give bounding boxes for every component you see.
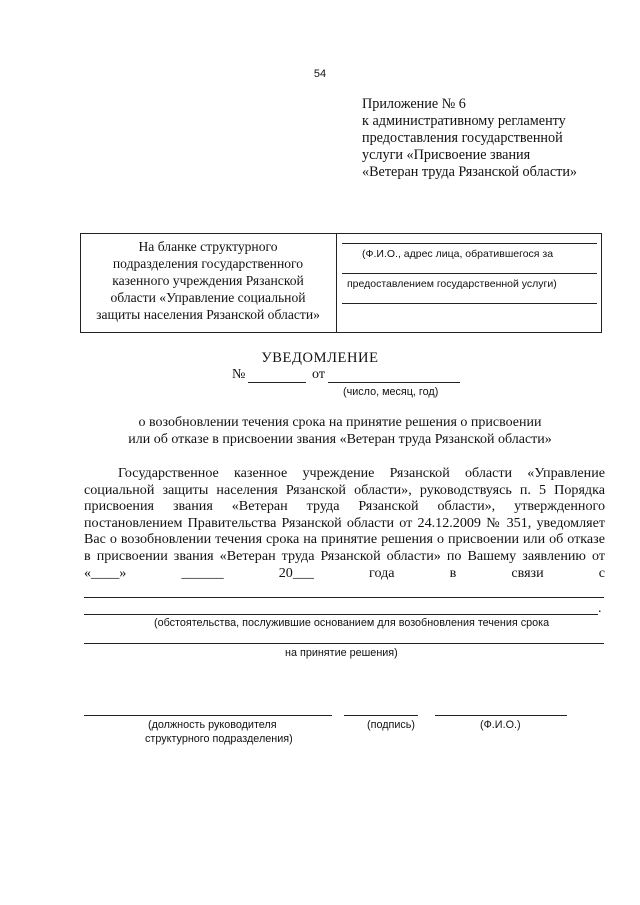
signature-hint: (подпись) [367, 719, 416, 731]
appendix-line: «Ветеран труда Рязанской области» [362, 164, 578, 180]
number-label: № [232, 367, 246, 382]
recipient-hint-2: предоставлением государственной услуги) [347, 278, 557, 290]
date-blank [328, 382, 460, 383]
appendix-line: услуги «Присвоение звания [362, 147, 531, 163]
circumstances-line-1 [84, 597, 604, 598]
appendix-line: предоставления государственной [362, 130, 563, 146]
recipient-line-2 [342, 273, 597, 274]
letterhead-note [84, 238, 332, 323]
circumstances-hint-2: на принятие решения) [285, 647, 398, 659]
circumstances-line-3 [84, 643, 604, 644]
document-title: УВЕДОМЛЕНИЕ [261, 350, 379, 366]
notice-subject [100, 414, 580, 448]
number-blank [248, 382, 306, 383]
body-paragraph: Государственное казенное учреждение Рязанской области «Управление социальной защиты населения Рязанской области», руководствуясь п. 5 Порядка присвоения звания «Ветеран труда Рязанской области», утвержденного постановлением Правительства Рязанской области от 24.12.2009 № 351, уведомляет Вас о возобновлении течения срока на принятие решения о присвоении или об отказе в присвоении звания «Ветеран труда Рязанской области» по Вашему заявлению от «____» ______ 20___ года в связи с [84, 465, 605, 581]
page-number: 54 [313, 68, 327, 80]
circumstances-line-2 [84, 614, 598, 615]
position-hint-1: (должность руководителя [148, 719, 277, 731]
recipient-line-1 [342, 243, 597, 244]
appendix-header [362, 96, 622, 181]
name-line [435, 715, 567, 716]
from-label: от [312, 367, 325, 382]
name-hint: (Ф.И.О.) [480, 719, 521, 731]
letterhead-line: подразделения государственного [112, 256, 304, 271]
notice-body [84, 465, 605, 581]
recipient-line-3 [342, 303, 597, 304]
header-box-divider [336, 233, 337, 333]
subject-line: или об отказе в присвоении звания «Ветеран труда Рязанской области» [128, 432, 552, 447]
letterhead-line: казенного учреждения Рязанской [112, 273, 304, 288]
date-hint: (число, месяц, год) [343, 386, 439, 398]
signature-line [344, 715, 418, 716]
appendix-line: Приложение № 6 [362, 96, 466, 112]
letterhead-line: На бланке структурного [138, 239, 278, 254]
letterhead-line: области «Управление социальной [110, 290, 306, 305]
appendix-line: к административному регламенту [362, 113, 566, 129]
position-hint-2: структурного подразделения) [145, 733, 293, 745]
position-line [84, 715, 332, 716]
recipient-hint-1: (Ф.И.О., адрес лица, обратившегося за [362, 248, 554, 260]
subject-line: о возобновлении течения срока на принятие решения о присвоении [138, 415, 542, 430]
line-end-period: . [598, 601, 602, 616]
letterhead-line: защиты населения Рязанской области» [96, 307, 320, 322]
circumstances-hint-1: (обстоятельства, послужившие основанием для возобновления течения срока [154, 617, 550, 629]
